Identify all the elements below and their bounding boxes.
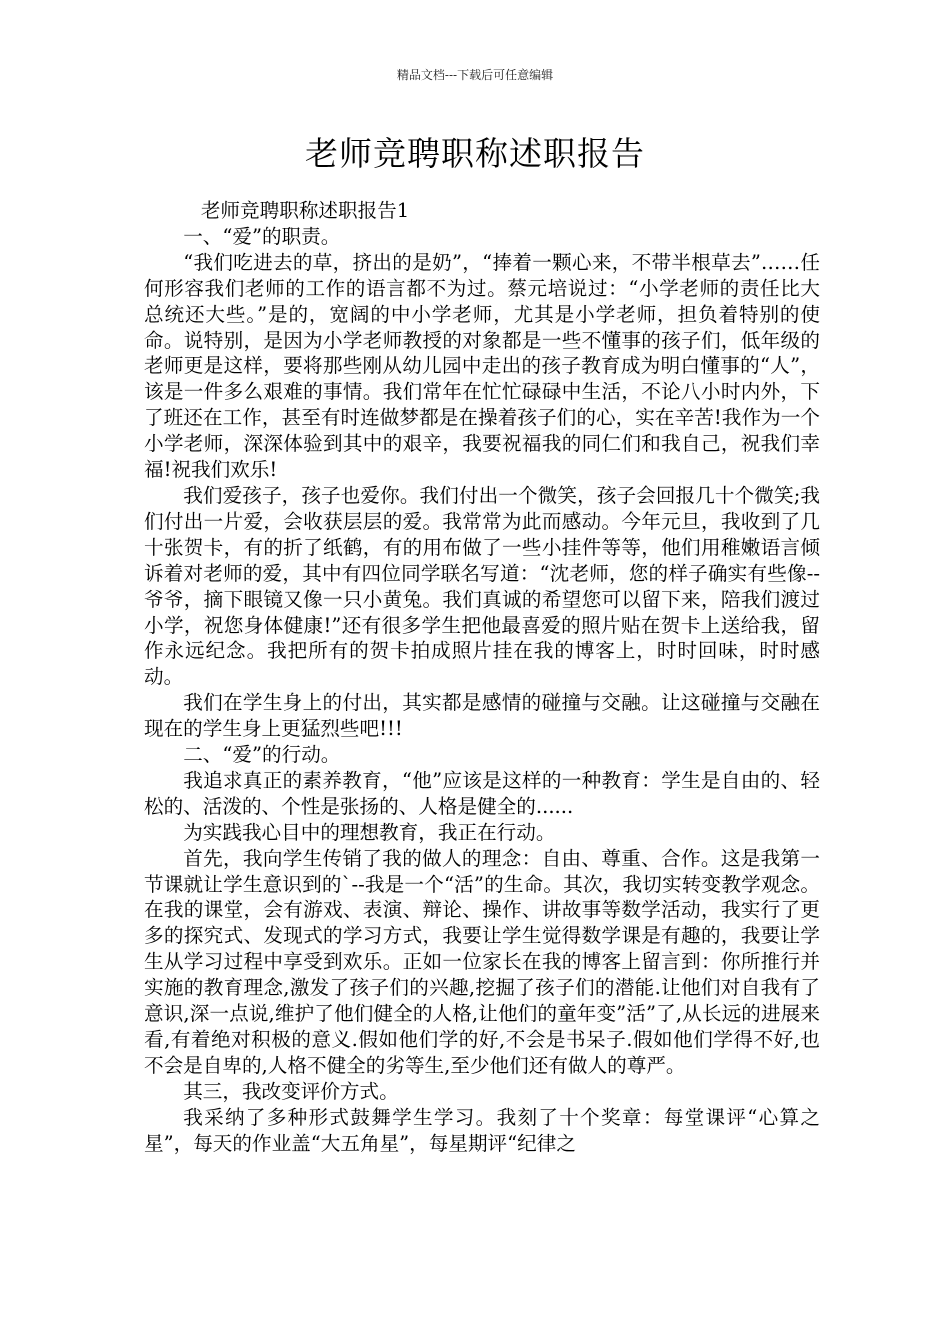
paragraph: 我采纳了多种形式鼓舞学生学习。我刻了十个奖章：每堂课评“心算之星”，每天的作业盖“大五角星”，每星期评“纪律之 <box>144 1105 820 1155</box>
paragraph: 其三，我改变评价方式。 <box>183 1079 399 1103</box>
paragraph: 我们爱孩子，孩子也爱你。我们付出一个微笑，孩子会回报几十个微笑;我们付出一片爱，会收获层层的爱。我常常为此而感动。今年元旦，我收到了几十张贺卡，有的折了纸鹤，有的用布做了一些小挂件等等，他们用稚嫩语言倾诉着对老师的爱，其中有四位同学联名写道：“沈老师，您的样子确实有些像--爷爷，摘下眼镜又像一只小黄兔。我们真诚的希望您可以留下来，陪我们渡过小学，祝您身体健康!”还有很多学生把他最喜爱的照片贴在贺卡上送给我，留作永远纪念。我把所有的贺卡拍成照片挂在我的博客上，时时回味，时时感动。 <box>144 483 820 689</box>
document-title: 老师竞聘职称述职报告 <box>305 134 645 173</box>
paragraph: 首先，我向学生传销了我的做人的理念：自由、尊重、合作。这是我第一节课就让学生意识到的`--我是一个“活”的生命。其次，我切实转变教学观念。在我的课堂，会有游戏、表演、辩论、操作、讲故事等数学活动，我实行了更多的探究式、发现式的学习方式，我要让学生觉得数学课是有趣的，我要让学生从学习过程中享受到欢乐。正如一位家长在我的博客上留言到：你所推行并实施的教育理念,激发了孩子们的兴趣,挖掘了孩子们的潜能.让他们对自我有了意识,深一点说,维护了他们健全的人格,让他们的童年变”活”了,从长远的进展来看,有着绝对积极的意义.假如他们学的好,不会是书呆子.假如他们学得不好,也不会是自卑的,人格不健全的劣等生,至少他们还有做人的尊严。 <box>144 846 820 1077</box>
paragraph: “我们吃进去的草，挤出的是奶”，“捧着一颗心来，不带半根草去”……任何形容我们老师的工作的语言都不为过。蔡元培说过：“小学老师的责任比大总统还大些。”是的，宽阔的中小学老师，尤其是小学老师，担负着特别的使命。说特别，是因为小学老师教授的对象都是一些不懂事的孩子们，低年级的老师更是这样，要将那些刚从幼儿园中走出的孩子教育成为明白懂事的“人”，该是一件多么艰难的事情。我们常年在忙忙碌碌中生活，不论八小时内外，下了班还在工作，甚至有时连做梦都是在操着孩子们的心，实在辛苦!我作为一个小学老师，深深体验到其中的艰辛，我要祝福我的同仁们和我自己，祝我们幸福!祝我们欢乐! <box>144 250 820 482</box>
section-heading-2: 二、“爱”的行动。 <box>183 743 341 767</box>
page-header: 精品文档---下载后可任意编辑 <box>396 68 554 82</box>
paragraph: 我追求真正的素养教育，“他”应该是这样的一种教育：学生是自由的、轻松的、活泼的、个性是张扬的、人格是健全的...... <box>144 768 820 818</box>
paragraph: 为实践我心目中的理想教育，我正在行动。 <box>183 820 556 844</box>
paragraph: 我们在学生身上的付出，其实都是感情的碰撞与交融。让这碰撞与交融在现在的学生身上更猛烈些吧!!! <box>144 691 820 741</box>
section-heading-1: 一、“爱”的职责。 <box>183 224 341 248</box>
document-body <box>144 198 820 1157</box>
report-subtitle: 老师竞聘职称述职报告1 <box>200 199 410 222</box>
